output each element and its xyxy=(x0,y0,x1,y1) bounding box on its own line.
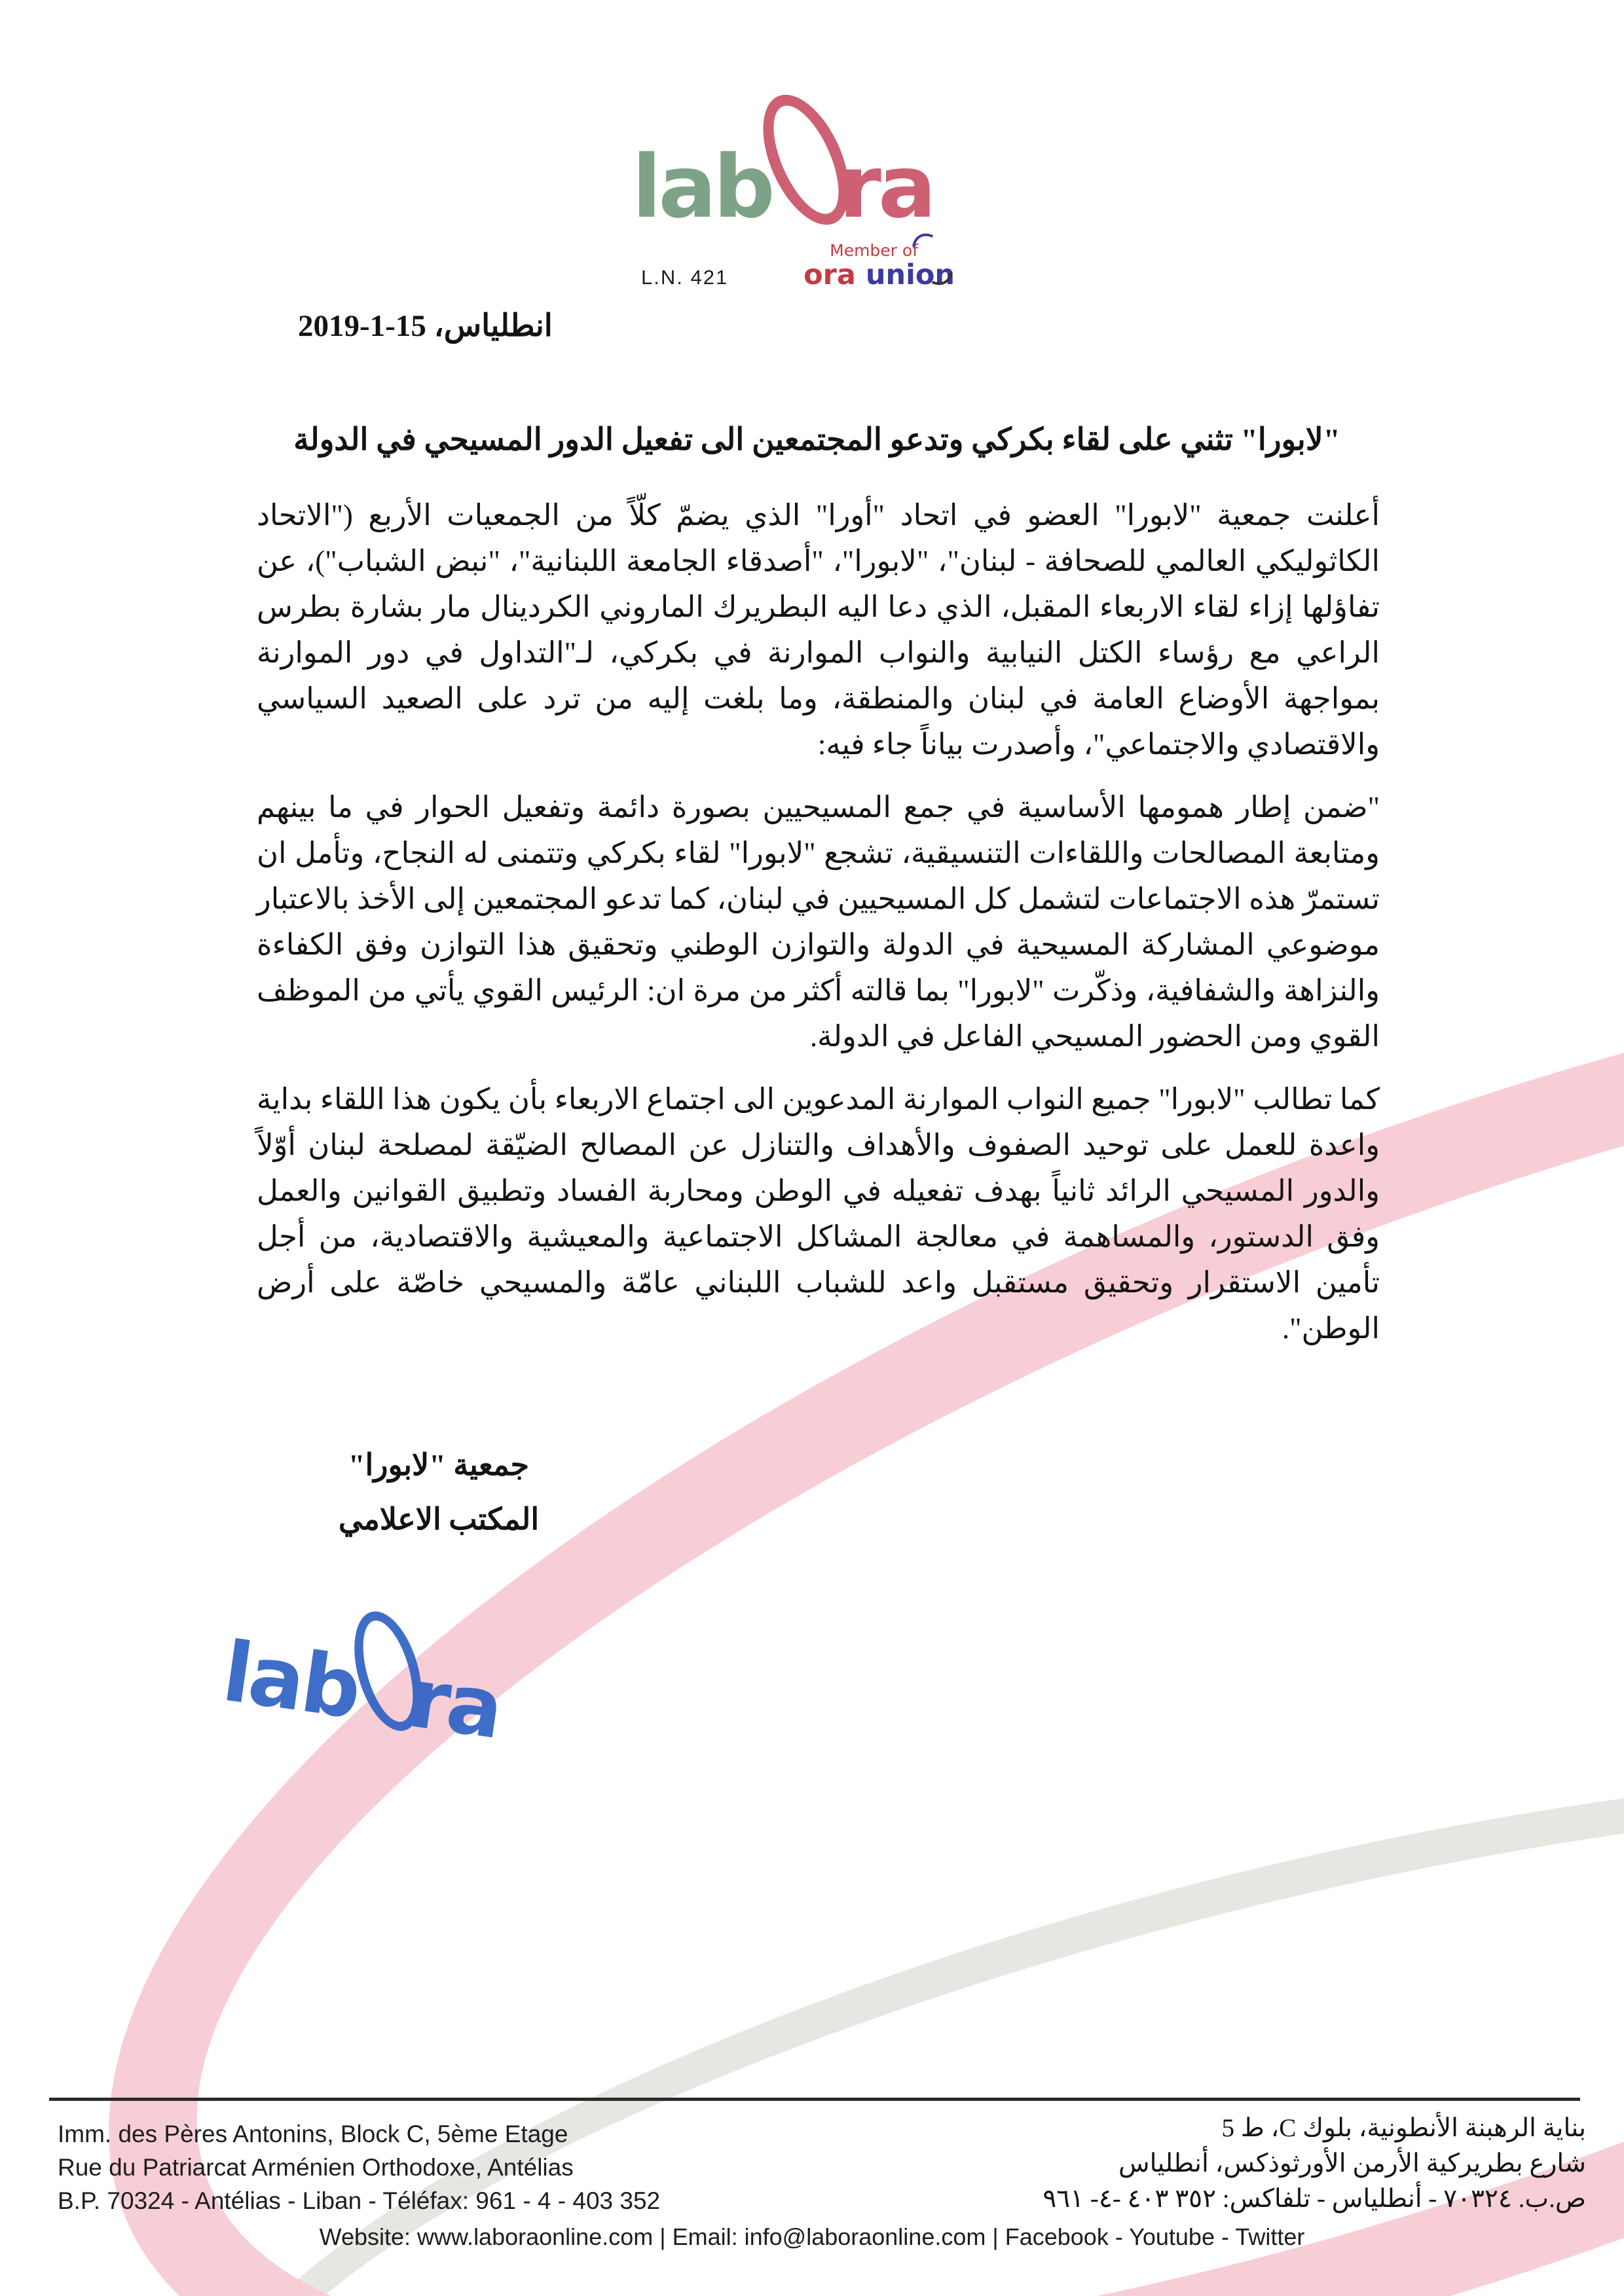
footer-french-line: Rue du Patriarcat Arménien Orthodoxe, Antélias xyxy=(58,2154,574,2181)
footer-divider xyxy=(49,2098,1580,2101)
paragraph: أعلنت جمعية "لابورا" العضو في اتحاد "أورا" الذي يضمّ كلّاً من الجمعيات الأربع ("الاتحاد الكاثوليكي العالمي للصحافة - لبنان"، "لابورا"، "أصدقاء الجامعة اللبنانية"، "نبض الشباب")، عن تفاؤلها إزاء لقاء الاربعاء المقبل، الذي دعا اليه البطريرك الماروني الكردينال مار بشارة بطرس الراعي مع رؤساء الكتل النيابية والنواب الموارنة في بكركي، لـ"التداول في دور الموارنة بمواجهة الأوضاع العامة في لبنان والمنطقة، وما بلغت إليه من ترد على الصعيد السياسي والاقتصادي والاجتماعي"، وأصدرت بياناً جاء فيه: xyxy=(257,499,1380,761)
footer-french-line: B.P. 70324 - Antélias - Liban - Téléfax: 961 - 4 - 403 352 xyxy=(58,2187,661,2214)
stamp-word-ra: ra xyxy=(403,1649,507,1758)
letter-title: "لابورا" تثني على لقاء بكركي وتدعو المجتمعين الى تفعيل الدور المسيحي في الدولة xyxy=(293,423,1340,457)
date-line: انطلياس، 15-1-2019 xyxy=(298,309,553,343)
footer-arabic-line: بناية الرهبنة الأنطونية، بلوك C، ط 5 xyxy=(1221,2114,1586,2142)
logo-registration-number: L.N. 421 xyxy=(641,266,729,289)
footer-french-line: Imm. des Pères Antonins, Block C, 5ème Etage xyxy=(58,2121,568,2147)
footer-arabic-line: شارع بطريركية الأرمن الأورثوذكس، أنطلياس xyxy=(1118,2149,1586,2178)
ora-union-membership xyxy=(803,241,963,289)
signature-block xyxy=(298,1448,580,1537)
footer-contact-line: Website: www.laboraonline.com | Email: info@laboraonline.com | Facebook - Youtube - Twitter xyxy=(319,2223,1305,2250)
signature-org-line: جمعية "لابورا" xyxy=(348,1448,530,1482)
logo-word-lab: lab xyxy=(632,137,772,238)
letterhead xyxy=(632,90,963,289)
footer-arabic-line: ص.ب. ٧٠٣٢٤ - أنطلياس - تلفاكس: ٣٥٢ ٤٠٣ -٤- ٩٦١ xyxy=(1043,2185,1586,2213)
signature-office-line: المكتب الاعلامي xyxy=(338,1502,540,1536)
footer-address-arabic xyxy=(1043,2111,1586,2217)
union-word-ora: ora xyxy=(803,259,856,291)
logo-subline xyxy=(632,241,963,289)
logo-word-ra: ra xyxy=(838,137,933,238)
letter-body xyxy=(257,492,1380,1368)
member-of-label: Member of xyxy=(830,241,919,260)
labora-logo xyxy=(632,90,963,238)
paragraph: كما تطالب "لابورا" جميع النواب الموارنة المدعوين الى اجتماع الاربعاء بأن يكون هذا اللقاء بداية واعدة للعمل على توحيد الصفوف والأهداف والتنازل عن المصالح الضيّقة لمصلحة لبنان أوّلاً والدور المسيحي الرائد ثانياً بهدف تفعيله في الوطن ومحاربة الفساد وتطبيق القوانين والعمل وفق الدستور، والمساهمة في معالجة المشاكل الاجتماعية والمعيشية والاقتصادية، من أجل تأمين الاستقرار وتحقيق مستقبل واعد للشباب اللبناني عامّة والمسيحي خاصّة على أرض الوطن". xyxy=(257,1083,1380,1345)
footer-address-french xyxy=(58,2117,660,2217)
union-word-union: union xyxy=(865,259,955,291)
paragraph: "ضمن إطار همومها الأساسية في جمع المسيحيين بصورة دائمة وتفعيل الحوار في ما بينهم ومتابعة المصالحات واللقاءات التنسيقية، تشجع "لابورا" لقاء بكركي وتتمنى له النجاح، وتأمل ان تستمرّ هذه الاجتماعات لتشمل كل المسيحيين في لبنان، كما تدعو المجتمعين إلى الأخذ بالاعتبار موضوعي المشاركة المسيحية في الدولة والتوازن الوطني وتحقيق هذا التوازن وفق الكفاءة والنزاهة والشفافية، وذكّرت "لابورا" بما قالته أكثر من مرة ان: الرئيس القوي يأتي من الموظف القوي ومن الحضور المسيحي الفاعل في الدولة. xyxy=(257,791,1380,1053)
labora-ink-stamp xyxy=(217,1588,511,1758)
stamp-word-lab: lab xyxy=(217,1623,365,1738)
